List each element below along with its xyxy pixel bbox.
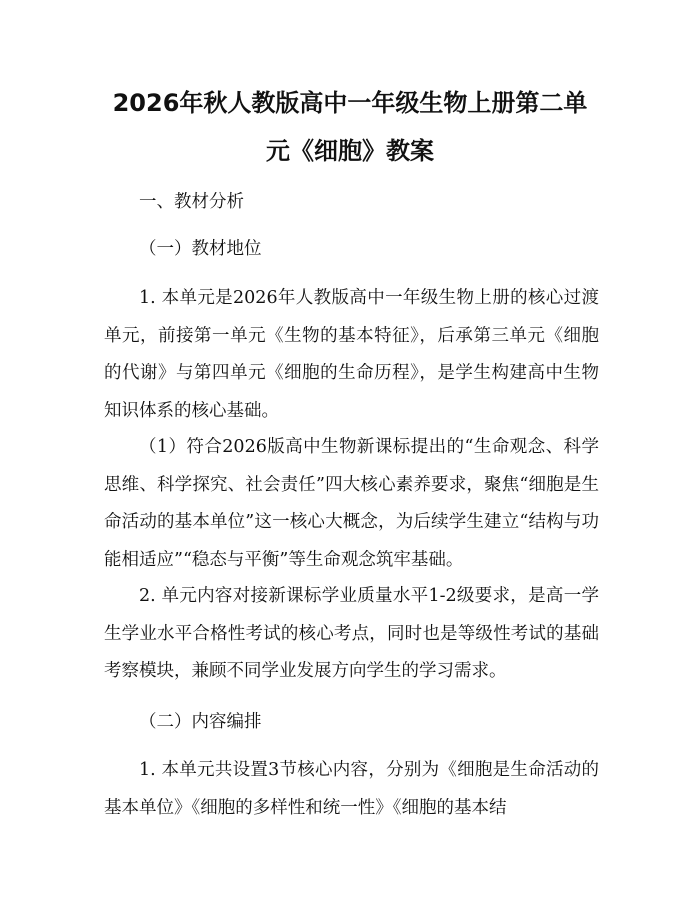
paragraph-content-sections: 1. 本单元共设置3节核心内容，分别为《细胞是生命活动的基本单位》《细胞的多样性和统一性》《细胞的基本结: [104, 760, 599, 818]
section-heading-textbook-analysis: 一、教材分析: [139, 192, 244, 212]
paragraph-unit-role: 1. 本单元是2026年人教版高中一年级生物上册的核心过渡单元，前接第一单元《生物的基本特征》，后承第三单元《细胞的代谢》与第四单元《细胞的生命历程》，是学生构建高中生物知识体系的核心基础。: [104, 288, 599, 421]
paragraph-academic-quality: 2. 单元内容对接新课标学业质量水平1-2级要求，是高一学生学业水平合格性考试的核心考点，同时也是等级性考试的基础考察模块，兼顾不同学业发展方向学生的学习需求。: [104, 586, 599, 681]
document-title-line-2: 元《细胞》教案: [266, 137, 434, 165]
subsection-heading-textbook-position: （一）教材地位: [139, 239, 262, 259]
document-title-line-1: 2026年秋人教版高中一年级生物上册第二单: [112, 89, 588, 117]
paragraph-curriculum-standards: （1）符合2026版高中生物新课标提出的“生命观念、科学思维、科学探究、社会责任”四大核心素养要求，聚焦“细胞是生命活动的基本单位”这一核心大概念，为后续学生建立“结构与功能相适应”“稳态与平衡”等生命观念筑牢基础。: [104, 437, 599, 570]
subsection-heading-content-arrangement: （二）内容编排: [139, 712, 262, 732]
